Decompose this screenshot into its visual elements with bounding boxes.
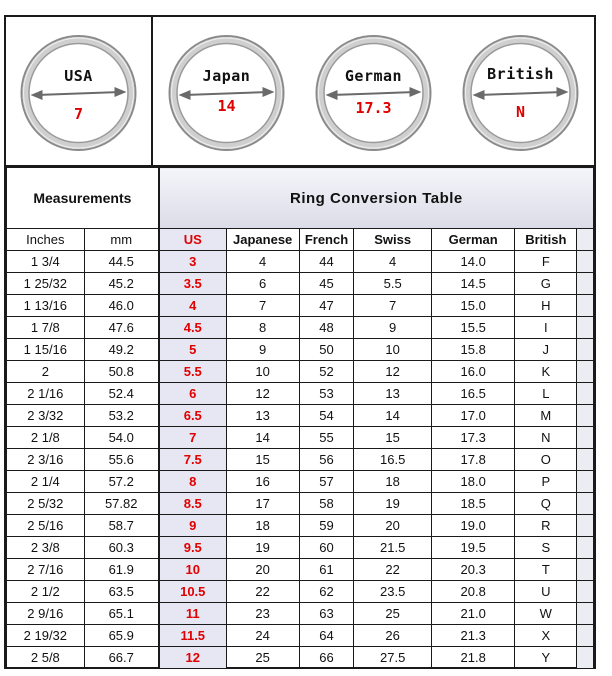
cell-us: 3 (159, 251, 226, 273)
table-row (7, 295, 594, 317)
cell-british: Q (515, 493, 577, 515)
cell-inches: 2 5/32 (7, 493, 85, 515)
table-edge-shade (577, 339, 594, 361)
cell-german: 19.0 (431, 515, 515, 537)
table-edge-shade (577, 427, 594, 449)
table-edge-shade (577, 581, 594, 603)
cell-us: 10.5 (159, 581, 226, 603)
cell-french: 61 (299, 559, 354, 581)
ring-label: German (344, 67, 403, 85)
table-edge-shade (577, 515, 594, 537)
cell-french: 59 (299, 515, 354, 537)
cell-japanese: 25 (226, 647, 299, 669)
ring-german (300, 17, 447, 165)
table-edge-shade (577, 625, 594, 647)
cell-british: Y (515, 647, 577, 669)
table-row (7, 449, 594, 471)
table-row (7, 515, 594, 537)
cell-german: 17.0 (431, 405, 515, 427)
table-row (7, 493, 594, 515)
cell-mm: 50.8 (84, 361, 159, 383)
cell-british: G (515, 273, 577, 295)
table-edge-shade (577, 251, 594, 273)
cell-swiss: 23.5 (354, 581, 431, 603)
table-edge-shade (577, 471, 594, 493)
cell-swiss: 9 (354, 317, 431, 339)
ring-british (447, 17, 594, 165)
cell-french: 58 (299, 493, 354, 515)
cell-japanese: 15 (226, 449, 299, 471)
cell-japanese: 10 (226, 361, 299, 383)
cell-japanese: 16 (226, 471, 299, 493)
cell-french: 66 (299, 647, 354, 669)
ring-size-value: N (515, 103, 526, 121)
cell-swiss: 20 (354, 515, 431, 537)
cell-japanese: 18 (226, 515, 299, 537)
cell-british: F (515, 251, 577, 273)
cell-swiss: 19 (354, 493, 431, 515)
cell-inches: 1 7/8 (7, 317, 85, 339)
cell-inches: 2 5/16 (7, 515, 85, 537)
cell-mm: 47.6 (84, 317, 159, 339)
cell-inches: 2 3/32 (7, 405, 85, 427)
column-header-british: British (515, 229, 577, 251)
cell-inches: 1 25/32 (7, 273, 85, 295)
cell-german: 21.0 (431, 603, 515, 625)
cell-us: 10 (159, 559, 226, 581)
cell-mm: 66.7 (84, 647, 159, 669)
table-edge-shade (577, 273, 594, 295)
table-edge-shade (577, 493, 594, 515)
cell-japanese: 7 (226, 295, 299, 317)
table-edge-shade (577, 229, 594, 251)
cell-us: 5 (159, 339, 226, 361)
cell-british: N (515, 427, 577, 449)
cell-japanese: 9 (226, 339, 299, 361)
cell-swiss: 16.5 (354, 449, 431, 471)
cell-us: 4.5 (159, 317, 226, 339)
cell-mm: 55.6 (84, 449, 159, 471)
cell-french: 45 (299, 273, 354, 295)
cell-mm: 57.2 (84, 471, 159, 493)
cell-swiss: 18 (354, 471, 431, 493)
cell-mm: 49.2 (84, 339, 159, 361)
cell-french: 48 (299, 317, 354, 339)
cell-swiss: 14 (354, 405, 431, 427)
cell-german: 18.0 (431, 471, 515, 493)
ring-size-value: 7 (73, 105, 84, 123)
cell-swiss: 7 (354, 295, 431, 317)
table-edge-shade (577, 537, 594, 559)
cell-us: 7 (159, 427, 226, 449)
cell-german: 18.5 (431, 493, 515, 515)
cell-inches: 2 1/8 (7, 427, 85, 449)
table-edge-shade (577, 603, 594, 625)
ring-size-value: 14 (217, 97, 236, 115)
ring-icon (300, 17, 447, 165)
cell-inches: 2 3/8 (7, 537, 85, 559)
table-row (7, 537, 594, 559)
cell-mm: 63.5 (84, 581, 159, 603)
cell-us: 11 (159, 603, 226, 625)
cell-us: 9 (159, 515, 226, 537)
column-header-inches: Inches (7, 229, 85, 251)
cell-british: L (515, 383, 577, 405)
cell-french: 47 (299, 295, 354, 317)
cell-british: S (515, 537, 577, 559)
cell-british: J (515, 339, 577, 361)
ring-icon (6, 17, 151, 165)
cell-japanese: 17 (226, 493, 299, 515)
column-header-german: German (431, 229, 515, 251)
cell-british: H (515, 295, 577, 317)
cell-german: 15.8 (431, 339, 515, 361)
cell-french: 53 (299, 383, 354, 405)
table-row (7, 361, 594, 383)
cell-swiss: 5.5 (354, 273, 431, 295)
cell-japanese: 8 (226, 317, 299, 339)
cell-swiss: 26 (354, 625, 431, 647)
cell-british: X (515, 625, 577, 647)
cell-mm: 45.2 (84, 273, 159, 295)
cell-british: I (515, 317, 577, 339)
cell-german: 21.8 (431, 647, 515, 669)
column-header-french: French (299, 229, 354, 251)
ring-conversion-chart (4, 15, 596, 669)
cell-japanese: 14 (226, 427, 299, 449)
table-row (7, 317, 594, 339)
table-edge-shade (577, 383, 594, 405)
column-header-us: US (159, 229, 226, 251)
cell-swiss: 22 (354, 559, 431, 581)
cell-french: 60 (299, 537, 354, 559)
cell-british: O (515, 449, 577, 471)
cell-british: M (515, 405, 577, 427)
cell-swiss: 13 (354, 383, 431, 405)
table-row (7, 625, 594, 647)
cell-japanese: 13 (226, 405, 299, 427)
table-row (7, 559, 594, 581)
table-edge-shade (577, 361, 594, 383)
table-row (7, 603, 594, 625)
cell-inches: 2 7/16 (7, 559, 85, 581)
cell-french: 57 (299, 471, 354, 493)
table-row (7, 471, 594, 493)
cell-mm: 65.9 (84, 625, 159, 647)
cell-french: 52 (299, 361, 354, 383)
cell-inches: 2 (7, 361, 85, 383)
cell-swiss: 10 (354, 339, 431, 361)
cell-japanese: 20 (226, 559, 299, 581)
cell-mm: 58.7 (84, 515, 159, 537)
cell-us: 8 (159, 471, 226, 493)
cell-german: 19.5 (431, 537, 515, 559)
column-header-japanese: Japanese (226, 229, 299, 251)
cell-german: 21.3 (431, 625, 515, 647)
cell-us: 12 (159, 647, 226, 669)
table-edge-shade (577, 559, 594, 581)
cell-mm: 65.1 (84, 603, 159, 625)
ring-label: Japan (202, 67, 251, 85)
cell-inches: 2 9/16 (7, 603, 85, 625)
table-title: Ring Conversion Table (159, 168, 594, 229)
cell-french: 44 (299, 251, 354, 273)
cell-inches: 2 1/4 (7, 471, 85, 493)
cell-french: 50 (299, 339, 354, 361)
cell-french: 55 (299, 427, 354, 449)
cell-us: 5.5 (159, 361, 226, 383)
cell-french: 54 (299, 405, 354, 427)
cell-inches: 2 1/16 (7, 383, 85, 405)
table-edge-shade (577, 449, 594, 471)
cell-us: 7.5 (159, 449, 226, 471)
cell-japanese: 22 (226, 581, 299, 603)
cell-japanese: 24 (226, 625, 299, 647)
cell-mm: 54.0 (84, 427, 159, 449)
cell-japanese: 12 (226, 383, 299, 405)
table-row (7, 427, 594, 449)
cell-swiss: 25 (354, 603, 431, 625)
table-row (7, 581, 594, 603)
table-row (7, 251, 594, 273)
cell-french: 56 (299, 449, 354, 471)
column-header-mm: mm (84, 229, 159, 251)
cell-french: 62 (299, 581, 354, 603)
cell-us: 3.5 (159, 273, 226, 295)
cell-german: 14.5 (431, 273, 515, 295)
cell-mm: 57.82 (84, 493, 159, 515)
table-row (7, 647, 594, 669)
cell-german: 20.8 (431, 581, 515, 603)
cell-swiss: 12 (354, 361, 431, 383)
measurements-header: Measurements (7, 168, 159, 229)
cell-japanese: 23 (226, 603, 299, 625)
cell-mm: 52.4 (84, 383, 159, 405)
cell-us: 11.5 (159, 625, 226, 647)
cell-mm: 46.0 (84, 295, 159, 317)
ring-usa (6, 17, 151, 165)
table-edge-shade (577, 295, 594, 317)
ring-japan (151, 17, 300, 165)
ring-size-value: 17.3 (355, 99, 392, 117)
cell-mm: 44.5 (84, 251, 159, 273)
cell-inches: 1 3/4 (7, 251, 85, 273)
cell-mm: 61.9 (84, 559, 159, 581)
table-row (7, 339, 594, 361)
cell-us: 8.5 (159, 493, 226, 515)
cell-swiss: 4 (354, 251, 431, 273)
table-row (7, 405, 594, 427)
cell-swiss: 21.5 (354, 537, 431, 559)
ring-conversion-table (6, 167, 594, 669)
cell-german: 15.5 (431, 317, 515, 339)
cell-inches: 2 5/8 (7, 647, 85, 669)
cell-mm: 60.3 (84, 537, 159, 559)
cell-german: 16.0 (431, 361, 515, 383)
table-row (7, 383, 594, 405)
cell-us: 6 (159, 383, 226, 405)
column-header-swiss: Swiss (354, 229, 431, 251)
cell-us: 4 (159, 295, 226, 317)
cell-german: 15.0 (431, 295, 515, 317)
cell-japanese: 6 (226, 273, 299, 295)
cell-french: 63 (299, 603, 354, 625)
cell-british: R (515, 515, 577, 537)
cell-british: K (515, 361, 577, 383)
cell-german: 17.8 (431, 449, 515, 471)
table-edge-shade (577, 647, 594, 669)
cell-british: P (515, 471, 577, 493)
cell-inches: 1 15/16 (7, 339, 85, 361)
table-row (7, 273, 594, 295)
cell-british: T (515, 559, 577, 581)
cell-swiss: 15 (354, 427, 431, 449)
cell-german: 14.0 (431, 251, 515, 273)
cell-german: 16.5 (431, 383, 515, 405)
cell-german: 20.3 (431, 559, 515, 581)
cell-french: 64 (299, 625, 354, 647)
cell-inches: 1 13/16 (7, 295, 85, 317)
ring-illustrations (6, 17, 594, 167)
cell-british: U (515, 581, 577, 603)
table-edge-shade (577, 317, 594, 339)
cell-german: 17.3 (431, 427, 515, 449)
cell-british: W (515, 603, 577, 625)
ring-icon (153, 17, 300, 165)
cell-swiss: 27.5 (354, 647, 431, 669)
cell-inches: 2 19/32 (7, 625, 85, 647)
cell-japanese: 19 (226, 537, 299, 559)
cell-inches: 2 1/2 (7, 581, 85, 603)
ring-label: British (487, 65, 554, 83)
ring-icon (447, 17, 594, 165)
cell-mm: 53.2 (84, 405, 159, 427)
cell-inches: 2 3/16 (7, 449, 85, 471)
cell-us: 6.5 (159, 405, 226, 427)
cell-us: 9.5 (159, 537, 226, 559)
table-edge-shade (577, 405, 594, 427)
cell-japanese: 4 (226, 251, 299, 273)
ring-label: USA (64, 67, 93, 85)
